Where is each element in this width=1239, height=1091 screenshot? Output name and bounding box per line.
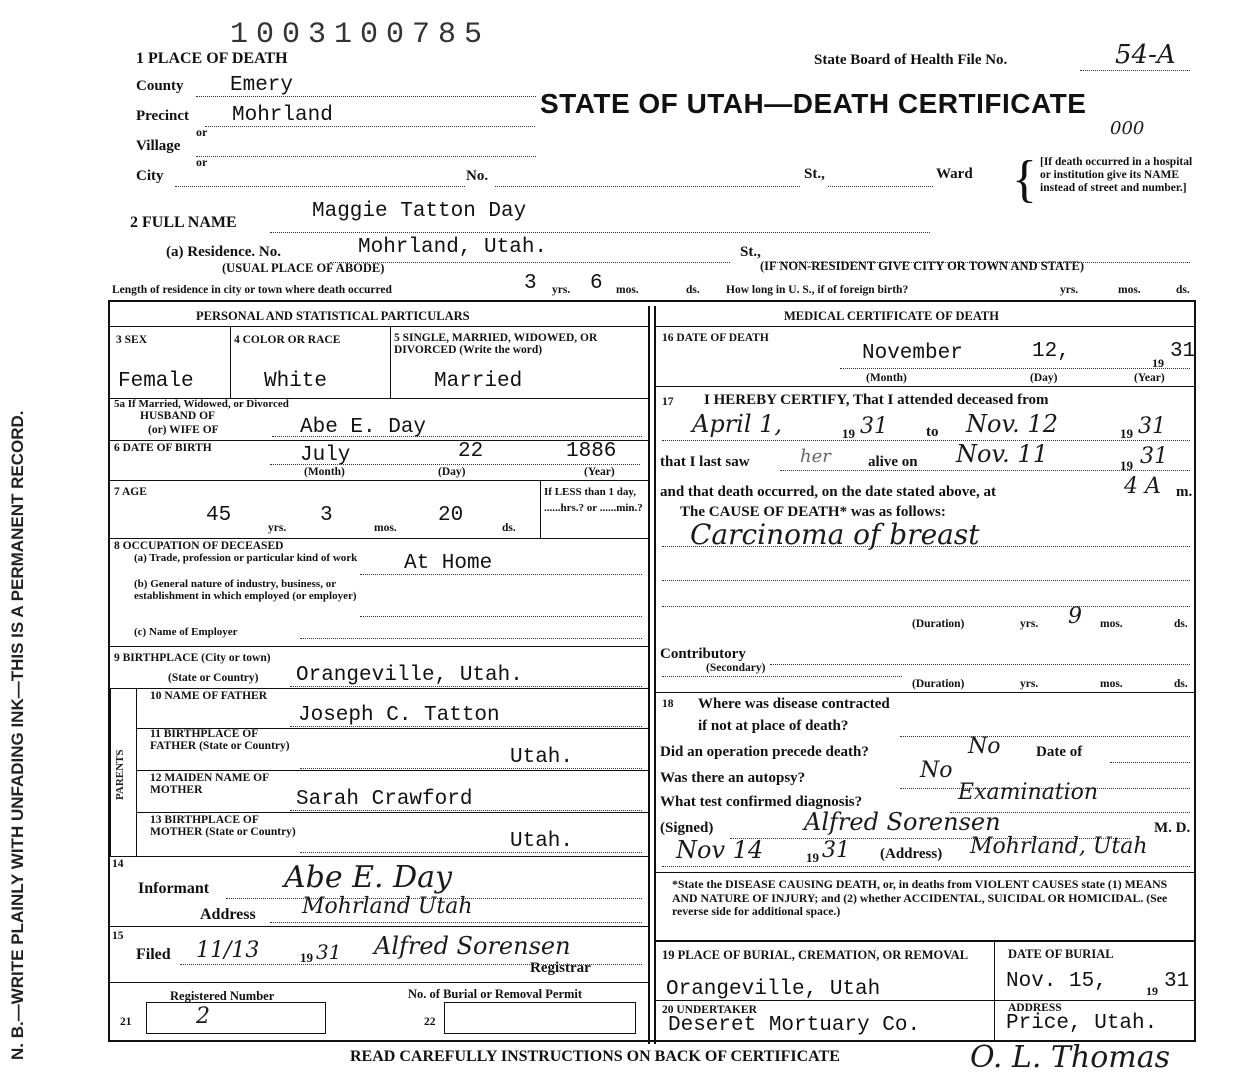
undertaker-label: 20 UNDERTAKER [662, 1004, 757, 1016]
dod-19: 19 [1152, 356, 1164, 370]
dob-month: July [300, 444, 351, 467]
burial-year: 31 [1164, 970, 1190, 993]
length-yrs-label: yrs. [552, 284, 571, 296]
cause-footnote: *State the DISEASE CAUSING DEATH, or, in deaths from VIOLENT CAUSES state (1) MEANS AND NATURE OF INJURY; and (2) whether ACCIDENTAL, SUICIDAL OR HOMICIDAL. (See reverse side for additional space.) [672, 877, 1168, 918]
no-label: No. [466, 168, 489, 184]
less-than-label: If LESS than 1 day, ......hrs.? or ......min.? [544, 486, 643, 514]
informant-address-label: Address [200, 906, 256, 923]
burial-permit-label: No. of Burial or Removal Permit [408, 987, 583, 1001]
birthplace-value: Orangeville, Utah. [296, 664, 523, 687]
burial-place-label: 19 PLACE OF BURIAL, CREMATION, OR REMOVAL [662, 948, 969, 962]
residence-value: Mohrland, Utah. [358, 236, 548, 259]
duration-mos-label: mos. [1100, 618, 1123, 630]
age-mos: 3 [320, 504, 333, 527]
signed-date: Nov 14 [676, 836, 764, 864]
occupation-b: (b) General nature of industry, business, or establishment in which employed (or employer) [134, 578, 357, 602]
length-ds-label: ds. [686, 284, 700, 296]
dod-month-label: (Month) [866, 372, 907, 384]
undertaker-value: Deseret Mortuary Co. [668, 1014, 921, 1037]
alive-on-label: alive on [868, 454, 918, 470]
autopsy-label: Was there an autopsy? [660, 770, 806, 786]
contrib-mos-label: mos. [1100, 678, 1123, 690]
footer-signature: O. L. Thomas [970, 1040, 1171, 1075]
registrar-signature: Alfred Sorensen [374, 932, 571, 960]
date-of-label: Date of [1036, 744, 1083, 760]
dod-day: 12, [1032, 340, 1070, 363]
occupation-value: At Home [404, 552, 493, 575]
father-label: 10 NAME OF FATHER [150, 690, 268, 702]
alive-date: Nov. 11 [956, 440, 1048, 468]
length-residence-label: Length of residence in city or town where death occurred [112, 284, 392, 296]
age-ds-label: ds. [502, 522, 516, 534]
contributory-label: Contributory [660, 646, 746, 662]
burial-date: Nov. 15, [1006, 970, 1107, 993]
dod-year: 31 [1170, 340, 1196, 363]
age-ds: 20 [438, 504, 464, 527]
medical-heading: MEDICAL CERTIFICATE OF DEATH [784, 309, 999, 323]
age-yrs: 45 [206, 504, 232, 527]
dod-month: November [862, 342, 963, 365]
operation-label: Did an operation precede death? [660, 744, 869, 760]
mother-value: Sarah Crawford [296, 788, 473, 811]
filed-label: Filed [136, 946, 171, 963]
hospital-note: [If death occurred in a hospital or institution give its NAME instead of street and number.] [1040, 156, 1193, 194]
length-mos-value: 6 [590, 272, 603, 295]
mother-bp-label: 13 BIRTHPLACE OF MOTHER (State or Country) [150, 814, 296, 838]
signed-19: 19 [806, 850, 819, 865]
num-17: 17 [662, 396, 674, 408]
length-mos-label: mos. [616, 284, 639, 296]
dob-month-label: (Month) [304, 466, 345, 478]
attended-to: Nov. 12 [966, 410, 1058, 438]
parents-label: PARENTS [114, 749, 126, 800]
father-value: Joseph C. Tatton [298, 704, 500, 727]
informant-label: Informant [138, 880, 210, 897]
father-bp-label: 11 BIRTHPLACE OF FATHER (State or Country) [150, 728, 290, 752]
color-label: 4 COLOR OR RACE [234, 334, 341, 346]
duration-ds-label: ds. [1174, 618, 1188, 630]
autopsy-value: No [920, 758, 953, 783]
dob-year-label: (Year) [584, 466, 615, 478]
contrib-ds-label: ds. [1174, 678, 1188, 690]
filed-19: 19 [300, 950, 313, 965]
instructions-footer: READ CAREFULLY INSTRUCTIONS ON BACK OF CERTIFICATE [350, 1048, 840, 1065]
num-21: 21 [120, 1016, 132, 1028]
dod-year-label: (Year) [1134, 372, 1165, 384]
physician-signature: Alfred Sorensen [804, 808, 1001, 836]
age-yrs-label: yrs. [268, 522, 287, 534]
burial-permit-box [444, 1002, 636, 1034]
side-instruction: N. B.—WRITE PLAINLY WITH UNFADING INK—THIS IS A PERMANENT RECORD. [8, 410, 27, 1060]
or-label-1: or [196, 125, 208, 139]
cause-label: The CAUSE OF DEATH* was as follows: [680, 504, 946, 520]
file-sub: 000 [1110, 118, 1145, 139]
county-label: County [136, 78, 184, 94]
undertaker-address: Price, Utah. [1006, 1012, 1158, 1035]
us-yrs-label: yrs. [1060, 284, 1079, 296]
personal-heading: PERSONAL AND STATISTICAL PARTICULARS [196, 309, 470, 323]
place-of-death-heading: 1 PLACE OF DEATH [136, 50, 288, 67]
birthplace-sub: (State or Country) [168, 672, 259, 684]
color-value: White [264, 370, 328, 393]
spouse-value: Abe E. Day [300, 416, 427, 439]
test-value: Examination [958, 780, 1099, 805]
registrar-label: Registrar [530, 960, 591, 976]
test-label: What test confirmed diagnosis? [660, 794, 863, 810]
to-year: 31 [1138, 414, 1166, 439]
marital-value: Married [434, 370, 523, 393]
us-ds-label: ds. [1176, 284, 1190, 296]
dod-day-label: (Day) [1030, 372, 1058, 384]
mother-label: 12 MAIDEN NAME OF MOTHER [150, 772, 269, 796]
registered-number-box [146, 1002, 326, 1034]
occupation-c: (c) Name of Employer [134, 626, 238, 638]
to-19: 19 [1120, 426, 1133, 441]
duration-yrs-label: yrs. [1020, 618, 1039, 630]
county-value: Emery [230, 74, 294, 97]
residence-label: (a) Residence. No. [166, 244, 281, 260]
sex-label: 3 SEX [116, 334, 147, 346]
last-saw-her: her [800, 446, 831, 467]
undertaker-address-label: ADDRESS [1008, 1002, 1062, 1014]
where-label: Where was disease contracted [698, 696, 890, 712]
num-22: 22 [424, 1016, 436, 1028]
md-label: M. D. [1154, 820, 1191, 836]
file-no: 54-A [1115, 40, 1176, 70]
attended-from: April 1, [692, 410, 783, 438]
burial-19: 19 [1146, 984, 1158, 998]
city-label: City [136, 168, 164, 184]
from-19: 19 [842, 426, 855, 441]
signed-year: 31 [822, 838, 850, 863]
spouse-label-1: 5a If Married, Widowed, or Divorced [114, 398, 289, 410]
occupation-a: (a) Trade, profession or particular kind of work [134, 552, 358, 564]
burial-place: Orangeville, Utah [666, 978, 881, 1001]
us-label: How long in U. S., if of foreign birth? [726, 284, 909, 296]
operation-value: No [968, 734, 1001, 759]
death-hour: 4 A [1124, 474, 1161, 499]
full-name-value: Maggie Tatton Day [312, 200, 527, 223]
marital-label: 5 SINGLE, MARRIED, WIDOWED, OR DIVORCED (Write the word) [394, 332, 598, 356]
residence-st-label: St., [740, 244, 761, 260]
burial-date-label: DATE OF BURIAL [1008, 947, 1114, 961]
physician-address-label: (Address) [880, 846, 943, 862]
dob-year: 1886 [566, 440, 617, 463]
physician-address: Mohrland, Utah [970, 834, 1148, 859]
us-mos-label: mos. [1118, 284, 1141, 296]
ward-label: Ward [936, 166, 973, 182]
duration-mos: 9 [1068, 604, 1082, 629]
occupation-label: 8 OCCUPATION OF DECEASED [114, 540, 284, 552]
from-year: 31 [860, 414, 888, 439]
dod-label: 16 DATE OF DEATH [662, 332, 769, 344]
informant-signature: Abe E. Day [284, 860, 453, 895]
or-label-2: or [196, 155, 208, 169]
usual-abode: (USUAL PLACE OF ABODE) [222, 261, 385, 275]
duration-label: (Duration) [912, 618, 965, 630]
document-title: STATE OF UTAH—DEATH CERTIFICATE [540, 88, 1087, 119]
age-mos-label: mos. [374, 522, 397, 534]
birthplace-label: 9 BIRTHPLACE (City or town) [114, 652, 271, 664]
certify-text: I HEREBY CERTIFY, That I attended deceased from [704, 392, 1049, 408]
cause-of-death: Carcinoma of breast [690, 518, 980, 551]
num-15: 15 [112, 930, 124, 942]
informant-address: Mohrland Utah [302, 894, 473, 919]
st-label: St., [804, 166, 825, 182]
age-label: 7 AGE [114, 486, 147, 498]
contrib-yrs-label: yrs. [1020, 678, 1039, 690]
precinct-value: Mohrland [232, 104, 333, 127]
signed-label: (Signed) [660, 820, 714, 836]
num-14: 14 [112, 858, 124, 870]
precinct-label: Precinct [136, 108, 190, 124]
registered-number-label: Registered Number [170, 989, 275, 1003]
father-bp-value: Utah. [510, 746, 574, 769]
spouse-label-2: HUSBAND OF [140, 410, 216, 422]
sex-value: Female [118, 370, 194, 393]
to-label: to [926, 424, 939, 440]
filed-date: 11/13 [196, 938, 260, 963]
last-saw-label: that I last saw [660, 454, 750, 470]
occurred-label: and that death occurred, on the date stated above, at [660, 484, 996, 500]
dob-day: 22 [458, 440, 484, 463]
dob-day-label: (Day) [438, 466, 466, 478]
full-name-label: 2 FULL NAME [130, 214, 237, 231]
where-label-2: if not at place of death? [698, 718, 849, 734]
file-no-label: State Board of Health File No. [814, 52, 1008, 68]
spouse-label-3: (or) WIFE OF [148, 424, 219, 436]
alive-19: 19 [1120, 458, 1133, 473]
mother-bp-value: Utah. [510, 830, 574, 853]
registered-number-value: 2 [196, 1004, 210, 1029]
secondary-label: (Secondary) [706, 662, 766, 674]
m-label: m. [1176, 484, 1193, 500]
village-label: Village [136, 138, 181, 154]
num-18: 18 [662, 698, 674, 710]
alive-year: 31 [1140, 444, 1168, 469]
filed-year: 31 [316, 940, 342, 964]
contrib-duration-label: (Duration) [912, 678, 965, 690]
nonresident-note: (IF NON-RESIDENT GIVE CITY OR TOWN AND STATE) [760, 259, 1085, 273]
length-yrs-value: 3 [524, 272, 537, 295]
certificate-number: 1003100785 [230, 18, 491, 52]
dob-label: 6 DATE OF BIRTH [114, 442, 212, 454]
